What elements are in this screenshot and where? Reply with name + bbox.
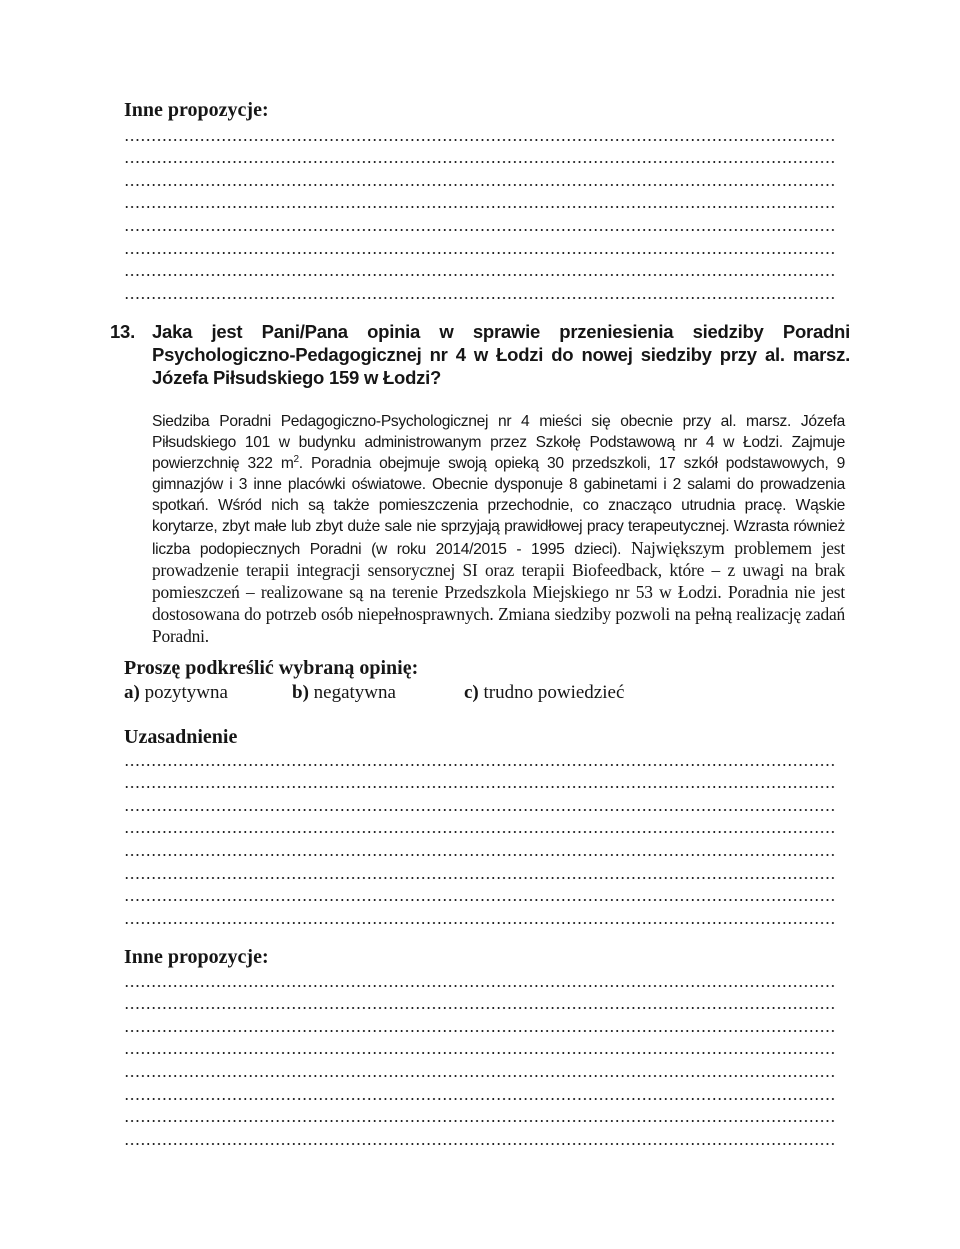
explanation-part-1: Siedziba Poradni Pedagogiczno-Psychologicznej nr 4 mieści się obecnie przy al. marsz. Józefa Piłsudskiego 101 w budynku administrowanym przez Szkołę Podstawową nr 4 w Łodzi. Zajmuje powierzchnię 322 m (152, 413, 845, 473)
dotted-line[interactable] (124, 234, 836, 257)
other-proposals-lines-top (124, 121, 836, 302)
option-label: trudno powiedzieć (483, 682, 625, 703)
dotted-line[interactable] (124, 836, 836, 859)
dotted-line[interactable] (124, 882, 836, 905)
option-hard-to-say[interactable] (464, 681, 624, 705)
dotted-line[interactable] (124, 144, 836, 167)
dotted-line[interactable] (124, 791, 836, 814)
justification-heading: Uzasadnienie (124, 726, 238, 748)
dotted-line[interactable] (124, 814, 836, 837)
dotted-line[interactable] (124, 1012, 836, 1035)
dotted-line[interactable] (124, 1057, 836, 1080)
option-letter: a) (124, 682, 140, 703)
explanation-part-3: Największym problemem jest prowadzenie terapii integracji sensorycznej SI oraz terapii Biofeedback, które – z uwagi na brak pomieszczeń – realizowane są na terenie Przedszkola Miejskiego nr 53 w Łodzi. Poradnia nie jest dostosowana do potrzeb osób niepełnosprawnych. Zmiana siedziby pozwoli na pełną realizację zadań Poradni. (152, 537, 845, 646)
option-letter: c) (464, 682, 479, 703)
dotted-line[interactable] (124, 166, 836, 189)
dotted-line[interactable] (124, 990, 836, 1013)
opinion-heading: Proszę podkreślić wybraną opinię: (124, 657, 419, 679)
option-positive[interactable] (124, 681, 228, 705)
dotted-line[interactable] (124, 121, 836, 144)
other-proposals-heading-top: Inne propozycje: (124, 99, 269, 121)
dotted-line[interactable] (124, 1103, 836, 1126)
other-proposals-heading-bottom: Inne propozycje: (124, 946, 269, 968)
justification-lines (124, 746, 836, 927)
dotted-line[interactable] (124, 189, 836, 212)
dotted-line[interactable] (124, 769, 836, 792)
option-negative[interactable] (292, 681, 396, 705)
option-label: pozytywna (144, 682, 228, 703)
other-proposals-lines-bottom (124, 967, 836, 1148)
question-13 (110, 320, 850, 389)
dotted-line[interactable] (124, 746, 836, 769)
dotted-line[interactable] (124, 211, 836, 234)
explanation-part-2: . Poradnia obejmuje swoją opieką 30 przedszkoli, 17 szkół podstawowych, 9 gimnazjów i 3 inne placówki oświatowe. Obecnie dysponuje 8 gabinetami i 2 salami do prowadzenia spotkań. Wśród nich są także pomieszczenia przechodnie, co znacząco utrudnia pracę. Wąskie korytarze, zbyt małe lub zbyt duże sale nie sprzyjają prawidłowej pracy terapeutycznej. Wzrasta również liczba podopiecznych Poradni (w roku 2014/2015 - 1995 dzieci). (152, 455, 845, 558)
dotted-line[interactable] (124, 257, 836, 280)
dotted-line[interactable] (124, 1080, 836, 1103)
question-text: Jaka jest Pani/Pana opinia w sprawie przeniesienia siedziby Poradni Psychologiczno-Pedagogicznej nr 4 w Łodzi do nowej siedziby przy al. marsz. Józefa Piłsudskiego 159 w Łodzi? (152, 321, 850, 388)
option-label: negatywna (313, 682, 396, 703)
dotted-line[interactable] (124, 1125, 836, 1148)
question-explanation (152, 411, 845, 648)
question-number: 13. (110, 321, 135, 342)
dotted-line[interactable] (124, 279, 836, 302)
option-letter: b) (292, 682, 309, 703)
dotted-line[interactable] (124, 967, 836, 990)
dotted-line[interactable] (124, 859, 836, 882)
explanation-superscript: 2 (293, 454, 299, 465)
dotted-line[interactable] (124, 1035, 836, 1058)
dotted-line[interactable] (124, 904, 836, 927)
